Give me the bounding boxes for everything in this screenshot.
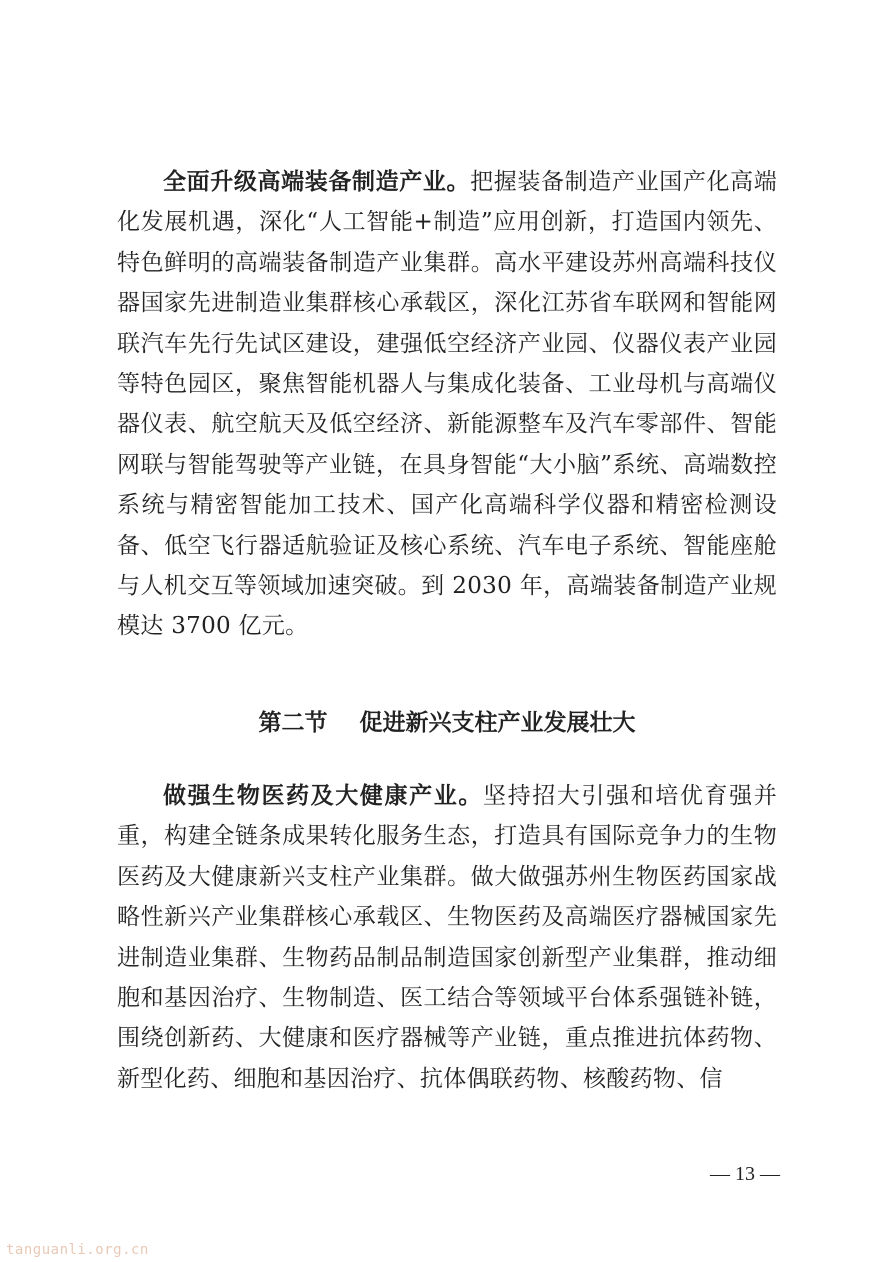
section-heading: 第二节 促进新兴支柱产业发展壮大 [258, 710, 636, 736]
paragraph-body-text: 把握装备制造产业国产化高端化发展机遇，深化“人工智能+制造”应用创新，打造国内领先、特色鲜明的高端装备制造产业集群。高水平建设苏州高端科技仪器国家先进制造业集群核心承载区，深化江苏省车联网和智能网联汽车先行先试区建设，建强低空经济产业园、仪器仪表产业园等特色园区，聚焦智能机器人与集成化装备、工业母机与高端仪器仪表、航空航天及低空经济、新能源整车及汽车零部件、智能网联与智能驾驶等产业链，在具身智能“大小脑”系统、高端数控系统与精密智能加工技术、国产化高端科学仪器和精密检测设备、低空飞行器适航验证及核心系统、汽车电子系统、智能座舱与人机交互等领域加速突破。到 2030 年，高端装备制造产业规模达 3700 亿元。 [117, 169, 778, 640]
paragraph-body-text: 坚持招大引强和培优育强并重，构建全链条成果转化服务生态，打造具有国际竞争力的生物医药及大健康新兴支柱产业集群。做大做强苏州生物医药国家战略性新兴产业集群核心承载区、生物医药及高端医疗器械国家先进制造业集群、生物药品制品制造国家创新型产业集群，推动细胞和基因治疗、生物制造、医工结合等领域平台体系强链补链，围绕创新药、大健康和医疗器械等产业链，重点推进抗体药物、新型化药、细胞和基因治疗、抗体偶联药物、核酸药物、信 [117, 783, 777, 1092]
paragraph-high-end-equipment [117, 162, 777, 647]
paragraph-lead-heading: 全面升级高端装备制造产业。 [163, 169, 471, 195]
paragraph-biomedicine [117, 776, 777, 1099]
watermark-text: tanguanli.org.cn [6, 1242, 149, 1258]
paragraph-lead-heading: 做强生物医药及大健康产业。 [163, 783, 483, 809]
page-number: — 13 — [710, 1163, 780, 1185]
